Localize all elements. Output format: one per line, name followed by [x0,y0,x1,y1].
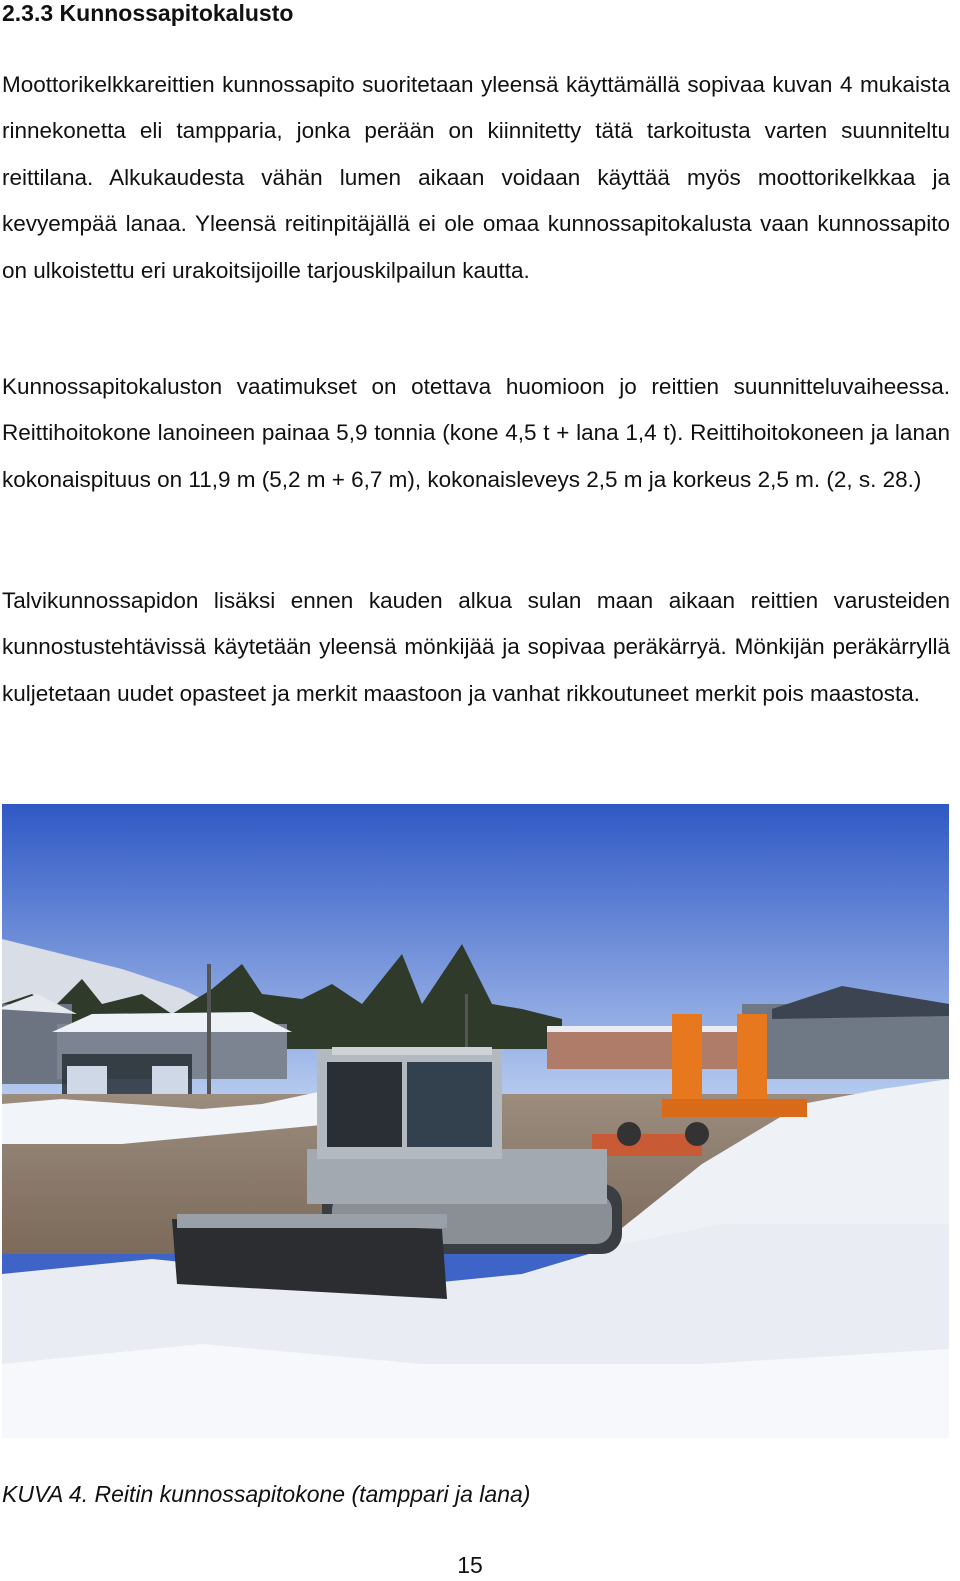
building-far [547,1029,747,1069]
figure-caption: KUVA 4. Reitin kunnossapitokone (tamppari ja lana) [2,1481,531,1507]
trailer [672,1014,702,1109]
paragraph-summer-maintenance: Talvikunnossapidon lisäksi ennen kauden alkua sulan maan aikaan reittien varusteiden kunnostustehtävissä käytetään yleensä mönkijää ja sopivaa peräkärryä. Mönkijän peräkärryllä kuljetetaan uudet opasteet ja merkit maastoon ja vanhat rikkoutuneet merkit pois maastosta. [2,588,950,706]
paragraph-equipment-requirements: Kunnossapitokaluston vaatimukset on otettava huomioon jo reittien suunnitteluvaiheessa. Reittihoitokone lanoineen painaa 5,9 tonnia (kone 4,5 t + lana 1,4 t). Reittihoitokoneen ja lanan kokonaispituus on 11,9 m (5,2 m + 6,7 m), kokonaisleveys 2,5 m ja korkeus 2,5 m. (2, s. 28.) [2,374,950,492]
paragraph-maintenance-methods: Moottorikelkkareittien kunnossapito suoritetaan yleensä käyttämällä sopivaa kuvan 4 mukaista rinnekonetta eli tampparia, jonka perään on kiinnitetty tätä tarkoitusta varten suunniteltu reittilana. Alkukaudesta vähän lumen aikaan voidaan käyttää myös moottorikelkkaa ja kevyempää lanaa. Yleensä reitinpitäjällä ei ole omaa kunnossapitokalusta vaan kunnossapito on ulkoistettu eri urakoitsijoille tarjouskilpailun kautta. [2,72,950,283]
figure-photo [2,804,949,1438]
section-heading: 2.3.3 Kunnossapitokalusto [2,0,294,26]
page-number: 15 [457,1552,483,1578]
